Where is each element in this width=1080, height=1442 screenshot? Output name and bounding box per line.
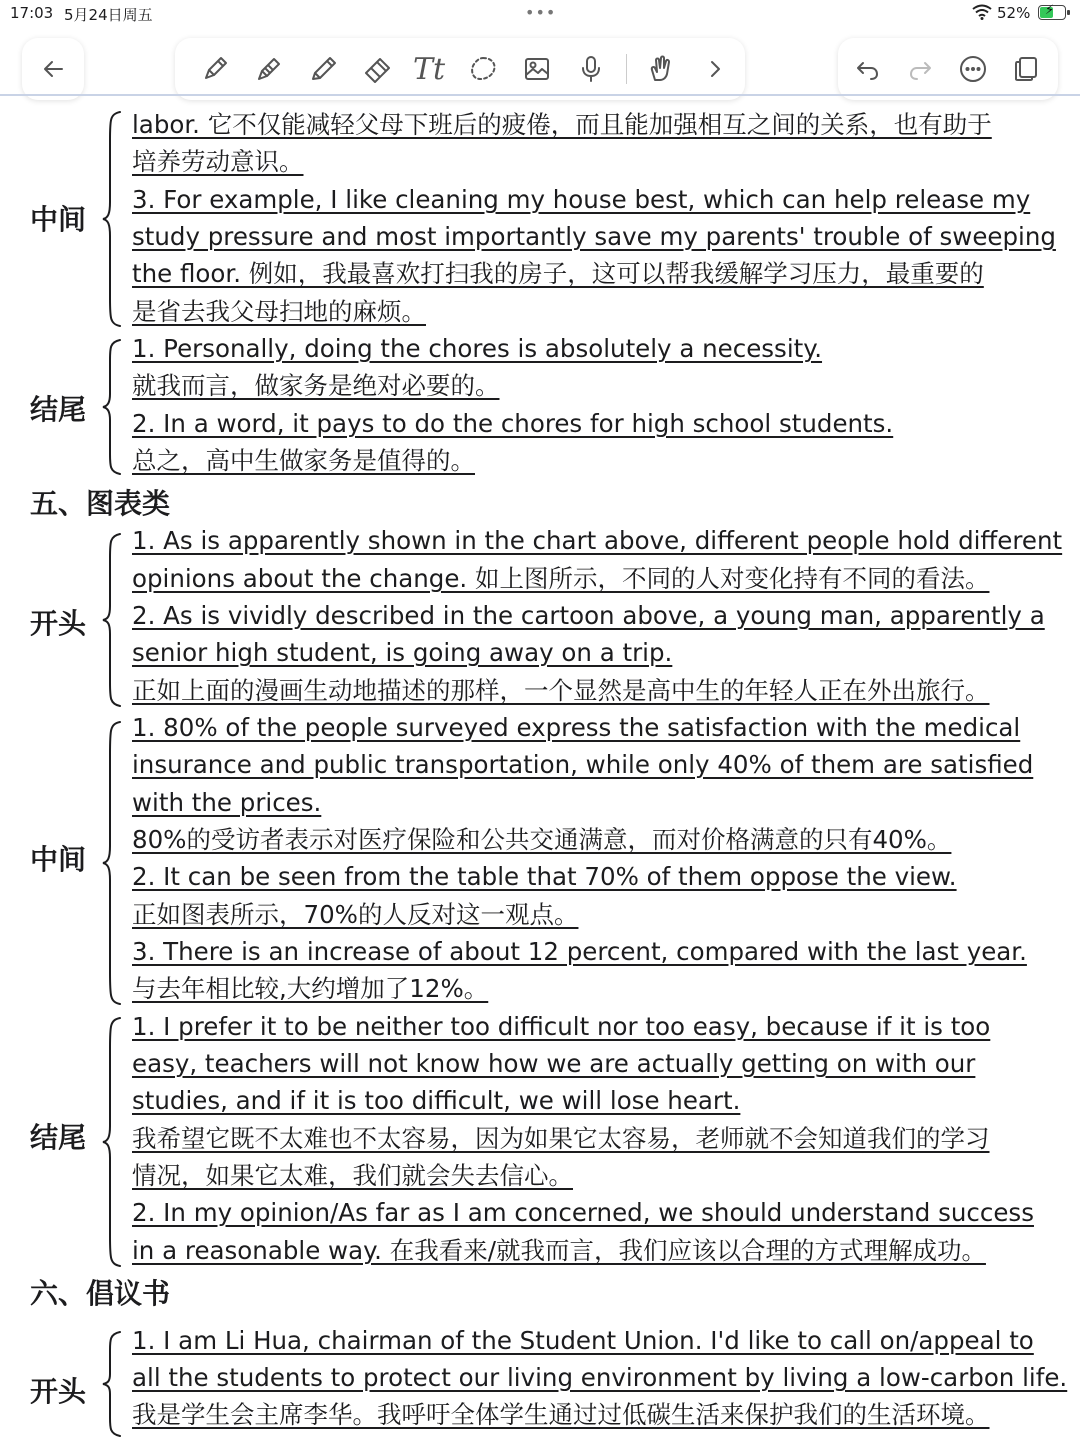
brace-icon — [100, 1016, 134, 1268]
status-date: 5月24日周五 — [64, 6, 153, 24]
note-line: labor. 它不仅能减轻父母下班后的疲倦，而且能加强相互之间的关系，也有助于 — [132, 110, 992, 139]
note-line: the floor. 例如，我最喜欢打扫我的房子，这可以帮我缓解学习压力，最重要的 — [132, 259, 984, 288]
toolbar-divider-line — [0, 94, 1080, 96]
section-label: 结尾 — [30, 1121, 87, 1154]
pages-icon[interactable] — [1008, 51, 1044, 87]
note-line: 80%的受访者表示对医疗保险和公共交通满意，而对价格满意的只有40%。 — [132, 825, 952, 854]
note-line: study pressure and most importantly save my parents' trouble of sweeping — [132, 222, 1056, 251]
section-heading: 六、倡议书 — [30, 1277, 171, 1310]
note-line: 3. There is an increase of about 12 percent, compared with the last year. — [132, 937, 1027, 966]
note-line: 我是学生会主席李华。我呼吁全体学生通过过低碳生活来保护我们的生活环境。 — [132, 1400, 990, 1429]
brace-icon — [100, 532, 134, 708]
note-line: 2. In my opinion/As far as I am concerned, we should understand success — [132, 1198, 1034, 1227]
note-line: 2. In a word, it pays to do the chores for high school students. — [132, 409, 894, 438]
note-line: in a reasonable way. 在我看来/就我而言，我们应该以合理的方式理解成功。 — [132, 1236, 986, 1265]
note-line: 2. As is vividly described in the cartoon above, a young man, apparently a — [132, 601, 1045, 630]
note-line: 情况，如果它太难，我们就会失去信心。 — [132, 1161, 573, 1190]
note-line: 3. For example, I like cleaning my house best, which can help release my — [132, 185, 1031, 214]
wifi-icon — [972, 4, 992, 24]
back-button[interactable] — [22, 38, 84, 100]
note-line: 1. 80% of the people surveyed express the satisfaction with the medical — [132, 713, 1021, 742]
more-icon[interactable] — [955, 51, 991, 87]
section-label: 结尾 — [30, 393, 87, 426]
redo-icon[interactable] — [902, 51, 938, 87]
pen-icon[interactable] — [197, 51, 233, 87]
note-line: 培养劳动意识。 — [132, 147, 304, 176]
action-toolbar — [838, 38, 1058, 100]
note-line: senior high student, is going away on a trip. — [132, 638, 673, 667]
status-bar — [0, 0, 1080, 28]
arrow-left-icon — [35, 51, 71, 87]
note-line: 1. Personally, doing the chores is absolutely a necessity. — [132, 334, 823, 363]
note-line: 是省去我父母扫地的麻烦。 — [132, 297, 426, 326]
drawing-toolbar — [175, 38, 745, 100]
section-label: 中间 — [30, 203, 87, 236]
brace-icon — [100, 338, 134, 476]
note-line: with the prices. — [132, 788, 322, 817]
status-time: 17:03 — [10, 4, 54, 22]
note-line: 我希望它既不太难也不太容易，因为如果它太容易，老师就不会知道我们的学习 — [132, 1124, 990, 1153]
multitasking-dots[interactable]: ••• — [525, 3, 557, 22]
text-tool-icon[interactable]: Tt — [412, 51, 446, 87]
note-line: 与去年相比较,大约增加了12%。 — [132, 974, 489, 1003]
note-line: 2. It can be seen from the table that 70% of them oppose the view. — [132, 862, 957, 891]
brace-icon — [100, 720, 134, 1006]
brace-icon — [100, 1330, 134, 1438]
note-line: 正如图表所示，70%的人反对这一观点。 — [132, 900, 579, 929]
microphone-icon[interactable] — [573, 51, 609, 87]
section-heading: 五、图表类 — [30, 487, 171, 520]
note-canvas[interactable] — [0, 104, 1080, 1440]
undo-icon[interactable] — [850, 51, 886, 87]
chevron-right-icon[interactable] — [697, 51, 733, 87]
note-line: easy, teachers will not know how we are actually getting on with our — [132, 1049, 976, 1078]
pencil-icon[interactable] — [251, 51, 287, 87]
brace-icon — [100, 110, 134, 328]
section-label: 开头 — [30, 607, 87, 640]
image-icon[interactable] — [519, 51, 555, 87]
battery-icon: ⚡ — [1038, 5, 1066, 20]
section-label: 中间 — [30, 843, 87, 876]
finger-draw-icon[interactable] — [642, 51, 678, 87]
eraser-icon[interactable] — [359, 51, 395, 87]
note-line: 就我而言，做家务是绝对必要的。 — [132, 371, 500, 400]
note-line: all the students to protect our living environment by living a low-carbon life. — [132, 1363, 1068, 1392]
note-line: insurance and public transportation, while only 40% of them are satisfied — [132, 750, 1034, 779]
battery-percent: 52% — [997, 4, 1031, 22]
note-line: opinions about the change. 如上图所示，不同的人对变化持有不同的看法。 — [132, 564, 990, 593]
note-line: 1. I am Li Hua, chairman of the Student Union. I'd like to call on/appeal to — [132, 1326, 1034, 1355]
note-line: 1. I prefer it to be neither too difficult nor too easy, because if it is too — [132, 1012, 991, 1041]
toolbar-divider — [626, 54, 627, 84]
marker-icon[interactable] — [305, 51, 341, 87]
note-line: 1. As is apparently shown in the chart above, different people hold different — [132, 526, 1063, 555]
lasso-icon[interactable] — [465, 51, 501, 87]
note-line: 正如上面的漫画生动地描述的那样，一个显然是高中生的年轻人正在外出旅行。 — [132, 676, 990, 705]
note-line: 总之，高中生做家务是值得的。 — [132, 446, 475, 475]
note-line: studies, and if it is too difficult, we will lose heart. — [132, 1086, 741, 1115]
section-label: 开头 — [30, 1375, 87, 1408]
